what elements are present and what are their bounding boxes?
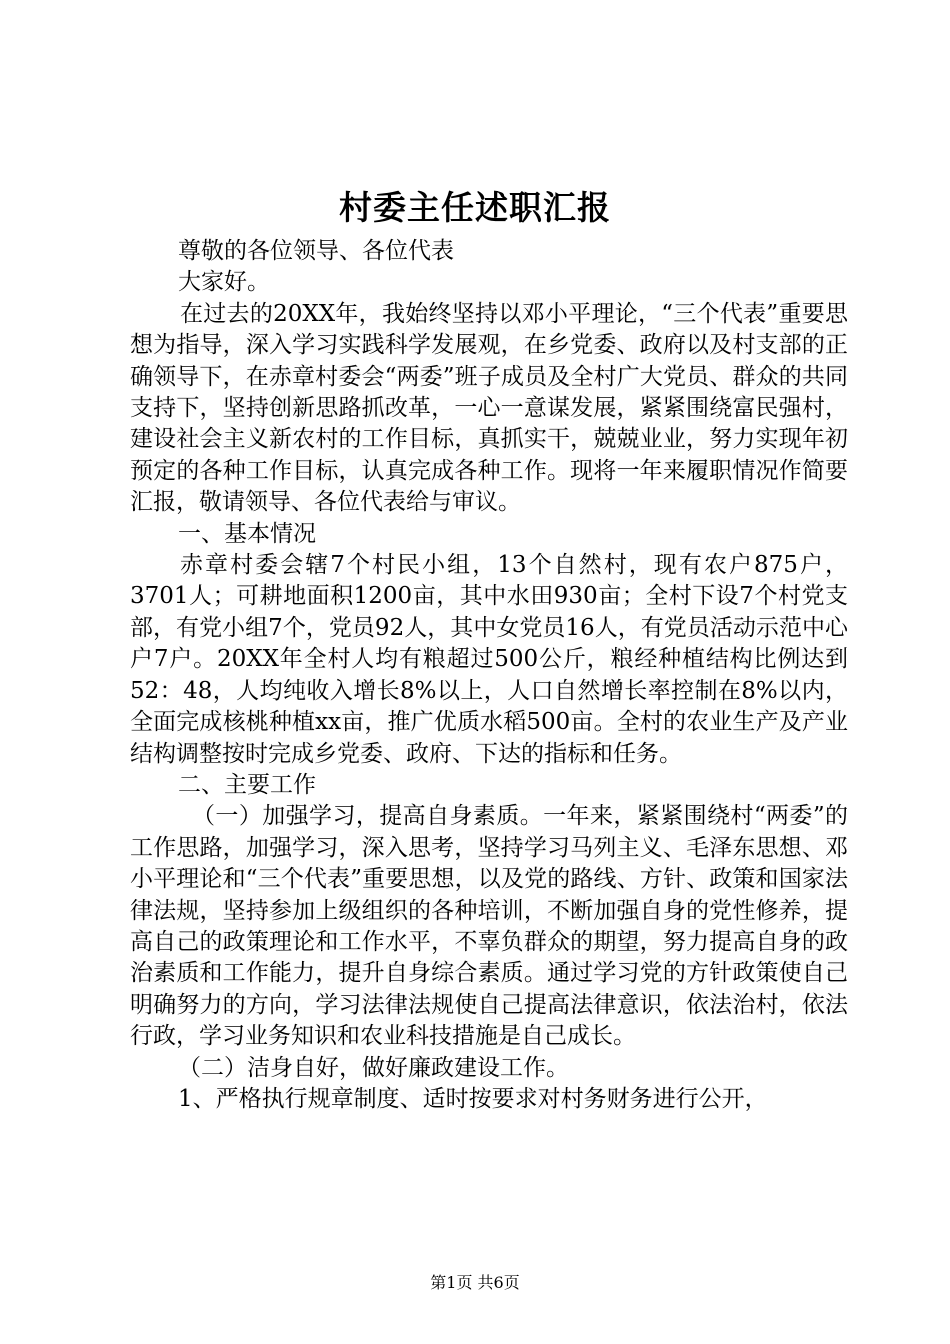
- study-paragraph: （一）加强学习，提高自身素质。一年来，紧紧围绕村“两委”的工作思路，加强学习，深入思考，坚持学习马列主义、毛泽东思想、邓小平理论和“三个代表”重要思想，以及党的路线、方针、政策和国家法律法规，坚持参加上级组织的各种培训，不断加强自身的党性修养，提高自己的政策理论和工作水平，不辜负群众的期望，努力提高自身的政治素质和工作能力，提升自身综合素质。通过学习党的方针政策使自己明确努力的方向，学习法律法规使自己提高法律意识，依法治村，依法行政，学习业务知识和农业科技措施是自己成长。: [130, 803, 848, 1050]
- section-heading-basic: 一、基本情况: [178, 520, 316, 547]
- document-title: 村委主任述职汇报: [339, 188, 611, 227]
- document-body: [130, 236, 848, 1115]
- salutation: 尊敬的各位领导、各位代表: [178, 238, 454, 264]
- basic-info-paragraph: 赤章村委会辖7个村民小组，13个自然村，现有农户875户，3701人；可耕地面积1200亩，其中水田930亩；全村下设7个村党支部，有党小组7个，党员92人，其中女党员16人，有党员活动示范中心户7户。20XX年全村人均有粮超过500公斤，粮经种植结构比例达到52：48，人均纯收入增长8%以上，人口自然增长率控制在8%以内，全面完成核桃种植xx亩，推广优质水稻500亩。全村的农业生产及产业结构调整按时完成乡党委、政府、下达的指标和任务。: [130, 552, 848, 767]
- section-heading-work: 二、主要工作: [178, 771, 316, 798]
- rules-paragraph: 1、严格执行规章制度、适时按要求对村务财务进行公开，: [178, 1085, 768, 1112]
- subheading-integrity: （二）洁身自好，做好廉政建设工作。: [178, 1054, 569, 1081]
- intro-paragraph: 在过去的20XX年，我始终坚持以邓小平理论，“三个代表”重要思想为指导，深入学习实践科学发展观，在乡党委、政府以及村支部的正确领导下，在赤章村委会“两委”班子成员及全村广大党员、群众的共同支持下，坚持创新思路抓改革，一心一意谋发展，紧紧围绕富民强村，建设社会主义新农村的工作目标，真抓实干，兢兢业业，努力实现年初预定的各种工作目标，认真完成各种工作。现将一年来履职情况作简要汇报，敬请领导、各位代表给与审议。: [130, 300, 848, 516]
- page-footer: 第1页 共6页: [430, 1273, 520, 1292]
- greeting: 大家好。: [178, 269, 270, 296]
